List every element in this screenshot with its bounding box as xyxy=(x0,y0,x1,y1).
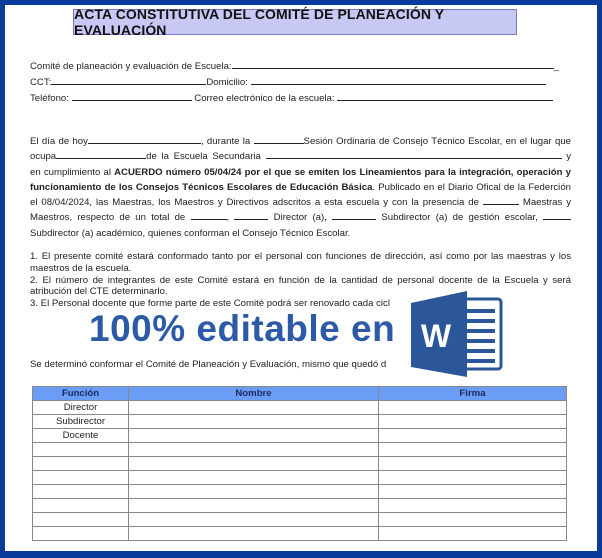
escuela-field-row xyxy=(30,59,559,73)
cell-firma[interactable] xyxy=(379,499,567,513)
cell-funcion[interactable]: Docente xyxy=(33,429,129,443)
paragraph-text: de la Escuela Secundaria xyxy=(146,151,261,163)
correo-input-line[interactable] xyxy=(337,91,553,101)
table-row xyxy=(33,527,567,541)
cell-funcion[interactable]: Subdirector xyxy=(33,415,129,429)
cell-nombre[interactable] xyxy=(129,513,379,527)
director-count-line[interactable] xyxy=(234,210,268,220)
cell-funcion[interactable] xyxy=(33,527,129,541)
paragraph-text: Sesión Ordinaria de Consejo Técnico Escolar, en el lugar que ocupa xyxy=(30,136,571,163)
cell-firma[interactable] xyxy=(379,513,567,527)
cell-funcion[interactable] xyxy=(33,443,129,457)
telefono-label: Teléfono: xyxy=(30,93,69,104)
title-box xyxy=(73,6,517,38)
header-nombre: Nombre xyxy=(129,387,379,401)
paragraph-text: Subdirector (a) académico, quienes conforman el Consejo Técnico Escolar. xyxy=(30,227,351,239)
subdirector-gestion-count-line[interactable] xyxy=(332,210,376,220)
cell-nombre[interactable] xyxy=(129,457,379,471)
subdirector-academico-count-line[interactable] xyxy=(543,210,571,220)
list-item: 2. El número de integrantes de este Comité estará en función de la cantidad de personal docente de la Escuela y será atribución del CTE determinarlo. xyxy=(30,274,571,298)
paragraph-text: , xyxy=(226,212,230,224)
conformation-text: Se determinó conformar el Comité de Planeación y Evaluación, mismo que quedó d xyxy=(30,359,387,370)
table-row xyxy=(33,415,567,429)
cell-firma[interactable] xyxy=(379,527,567,541)
document-title: ACTA CONSTITUTIVA DEL COMITÉ DE PLANEACIÓN Y EVALUACIÓN xyxy=(74,6,444,38)
escuela-tail: _ xyxy=(553,61,559,72)
paragraph-text: . Publicado en el Diario Ofical de la Federción el 08/04/2024, las Maestras, los Maestros y Directivos adscritos a esta escuela y con la presencia de xyxy=(30,181,571,209)
cell-funcion[interactable] xyxy=(33,471,129,485)
cell-nombre[interactable] xyxy=(129,499,379,513)
total-count-line[interactable] xyxy=(191,210,227,220)
header-firma: Firma xyxy=(379,387,567,401)
cell-firma[interactable] xyxy=(379,471,567,485)
list-item: 3. El Personal docente que forme parte de este Comité podrá ser renovado cada cicl xyxy=(30,298,390,310)
escuela-label: Comité de planeación y evaluación de Escuela: xyxy=(30,61,232,72)
paragraph-text: Maestras y Maestros, respecto de un total de xyxy=(30,197,572,224)
cct-input-line[interactable] xyxy=(51,75,206,85)
table-row xyxy=(33,471,567,485)
fecha-input-line[interactable] xyxy=(88,134,201,144)
cell-firma[interactable] xyxy=(379,401,567,415)
table-row xyxy=(33,457,567,471)
cell-nombre[interactable] xyxy=(129,429,379,443)
cct-field-row xyxy=(30,75,546,89)
escuela-secundaria-input-line[interactable] xyxy=(266,149,562,159)
table-row xyxy=(33,499,567,513)
main-paragraph xyxy=(30,134,571,241)
lugar-input-line[interactable] xyxy=(56,149,146,159)
paragraph-text: El día de hoy xyxy=(30,136,88,147)
paragraph-text: Subdirector (a) de gestión escolar, xyxy=(381,212,538,224)
cell-nombre[interactable] xyxy=(129,527,379,541)
table-row xyxy=(33,401,567,415)
cell-firma[interactable] xyxy=(379,457,567,471)
table-row xyxy=(33,429,567,443)
document-page xyxy=(5,5,597,551)
paragraph-text: , durante la xyxy=(200,136,251,147)
cell-firma[interactable] xyxy=(379,429,567,443)
cell-nombre[interactable] xyxy=(129,471,379,485)
telefono-field-row xyxy=(30,91,553,105)
maestras-count-line[interactable] xyxy=(483,195,519,205)
conformation-sentence xyxy=(30,358,386,371)
cell-funcion[interactable] xyxy=(33,457,129,471)
telefono-input-line[interactable] xyxy=(72,91,192,101)
cell-firma[interactable] xyxy=(379,415,567,429)
table-row xyxy=(33,485,567,499)
paragraph-text: y en cumplimiento al xyxy=(30,151,571,178)
table-header-row xyxy=(33,387,567,401)
cell-nombre[interactable] xyxy=(129,443,379,457)
paragraph-text: Director (a), xyxy=(273,212,327,224)
domicilio-input-line[interactable] xyxy=(251,75,546,85)
cell-nombre[interactable] xyxy=(129,485,379,499)
cell-funcion[interactable] xyxy=(33,485,129,499)
cell-firma[interactable] xyxy=(379,485,567,499)
cell-firma[interactable] xyxy=(379,443,567,457)
cell-nombre[interactable] xyxy=(129,415,379,429)
cell-funcion[interactable] xyxy=(33,513,129,527)
list-item: 1. El presente comité estará conformado tanto por el personal con funciones de dirección, así como por las maestras y los maestros de la escuela. xyxy=(30,251,571,274)
acuerdo-bold-text: ACUERDO número 05/04/24 por el que se emiten los Lineamientos para la integración, operación y funcionamiento de los Consejos Técnicos Escolares de Educación Básica xyxy=(30,166,571,193)
cell-funcion[interactable] xyxy=(33,499,129,513)
cct-label: CCT: xyxy=(30,77,52,88)
word-icon-letter: W xyxy=(420,318,452,354)
cell-nombre[interactable] xyxy=(129,401,379,415)
domicilio-label: Domicilio: xyxy=(206,77,248,88)
promo-editable-text: 100% editable en xyxy=(89,308,396,349)
correo-label: Correo electrónico de la escuela: xyxy=(194,93,335,104)
committee-table xyxy=(32,386,567,541)
cell-funcion[interactable]: Director xyxy=(33,401,129,415)
sesion-input-line[interactable] xyxy=(254,134,304,144)
table-row xyxy=(33,513,567,527)
escuela-input-line[interactable] xyxy=(232,59,554,69)
table-row xyxy=(33,443,567,457)
header-funcion: Función xyxy=(33,387,129,401)
microsoft-word-icon xyxy=(411,291,506,377)
